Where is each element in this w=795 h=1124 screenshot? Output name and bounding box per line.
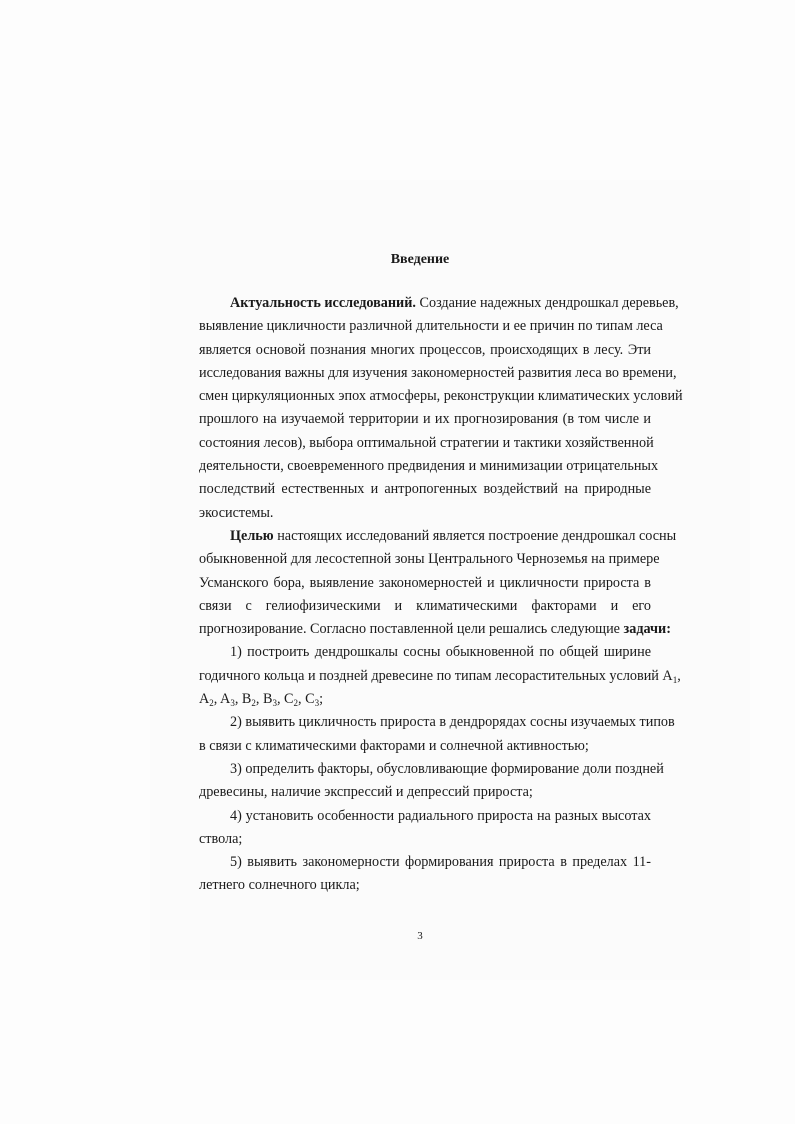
- subscript: 2: [209, 698, 214, 709]
- line-text: A: [199, 691, 210, 708]
- task-line: ствола;: [199, 830, 243, 847]
- task-line: [199, 688, 651, 711]
- task-line: древесины, наличие экспрессий и депрессий прироста;: [199, 784, 533, 801]
- paragraph-lead: Целью: [230, 527, 274, 544]
- paragraph-line: экосистемы.: [199, 504, 274, 521]
- line-text: , B: [255, 691, 273, 708]
- paragraph-line: последствий естественных и антропогенных воздействий на природные: [199, 481, 651, 498]
- line-text: , A: [213, 691, 231, 708]
- line-text: прогнозирование. Согласно поставленной цели решались следующие: [199, 621, 624, 638]
- paragraph-line: [199, 292, 679, 315]
- section-title: Введение: [390, 252, 450, 267]
- task-line: 5) выявить закономерности формирования прироста в пределах 11-: [230, 854, 651, 871]
- subscript: 3: [272, 698, 277, 709]
- paragraph-line: исследования важны для изучения закономерностей развития леса во времени,: [199, 364, 677, 381]
- line-text: настоящих исследований является построение дендрошкал сосны: [273, 527, 677, 544]
- subscript: 3: [230, 698, 235, 709]
- paragraph-line: Усманского бора, выявление закономерностей и цикличности прироста в: [199, 574, 651, 591]
- task-line: 2) выявить цикличность прироста в дендрорядах сосны изучаемых типов: [230, 714, 675, 731]
- task-line: 3) определить факторы, обусловливающие формирование доли поздней: [230, 760, 664, 777]
- paragraph-line: прошлого на изучаемой территории и их прогнозирования (в том числе и: [199, 411, 651, 428]
- line-text: , C: [298, 691, 315, 708]
- paragraph-line: деятельности, своевременного предвидения и минимизации отрицательных: [199, 458, 659, 475]
- paragraph-lead: Актуальность исследований.: [230, 295, 416, 311]
- subscript: 2: [251, 698, 256, 709]
- body-text: [199, 292, 683, 898]
- paragraph-line: [199, 525, 677, 548]
- task-line: летнего солнечного цикла;: [199, 877, 360, 894]
- paragraph-line: является основой познания многих процессов, происходящих в лесу. Эти: [199, 341, 651, 358]
- subscript: 2: [293, 698, 298, 709]
- task-line: 1) построить дендрошкалы сосны обыкновенной по общей ширине: [230, 644, 651, 661]
- task-line: годичного кольца и поздней древесине по типам лесорастительных условий $A_1$,: [199, 667, 681, 685]
- paragraph-line: связи с гелиофизическими и климатическими факторами и его: [199, 597, 651, 614]
- page-number: 3: [417, 930, 423, 942]
- subscript: 1: [672, 674, 678, 685]
- subscript: 3: [314, 698, 320, 709]
- tasks-label: задачи:: [623, 621, 671, 638]
- task-line: в связи с климатическими факторами и солнечной активностью;: [199, 737, 589, 754]
- paragraph-line: обыкновенной для лесостепной зоны Центрального Черноземья на примере: [199, 551, 660, 568]
- line-text: , B: [234, 691, 252, 708]
- paragraph-line: выявление цикличности различной длительности и ее причин по типам леса: [199, 318, 663, 335]
- task-line: 4) установить особенности радиального прироста на разных высотах: [230, 807, 651, 824]
- paragraph-line: состояния лесов), выбора оптимальной стратегии и тактики хозяйственной: [199, 434, 654, 451]
- line-text: , C: [276, 691, 294, 708]
- paragraph-line: [199, 618, 671, 641]
- line-text: ;: [319, 691, 324, 708]
- line-text: Создание надежных дендрошкал деревьев,: [415, 295, 679, 311]
- line-text: годичного кольца и поздней древесине по типам лесорастительных условий A: [199, 667, 673, 684]
- paragraph-line: смен циркуляционных эпох атмосферы, реконструкции климатических условий: [199, 388, 683, 405]
